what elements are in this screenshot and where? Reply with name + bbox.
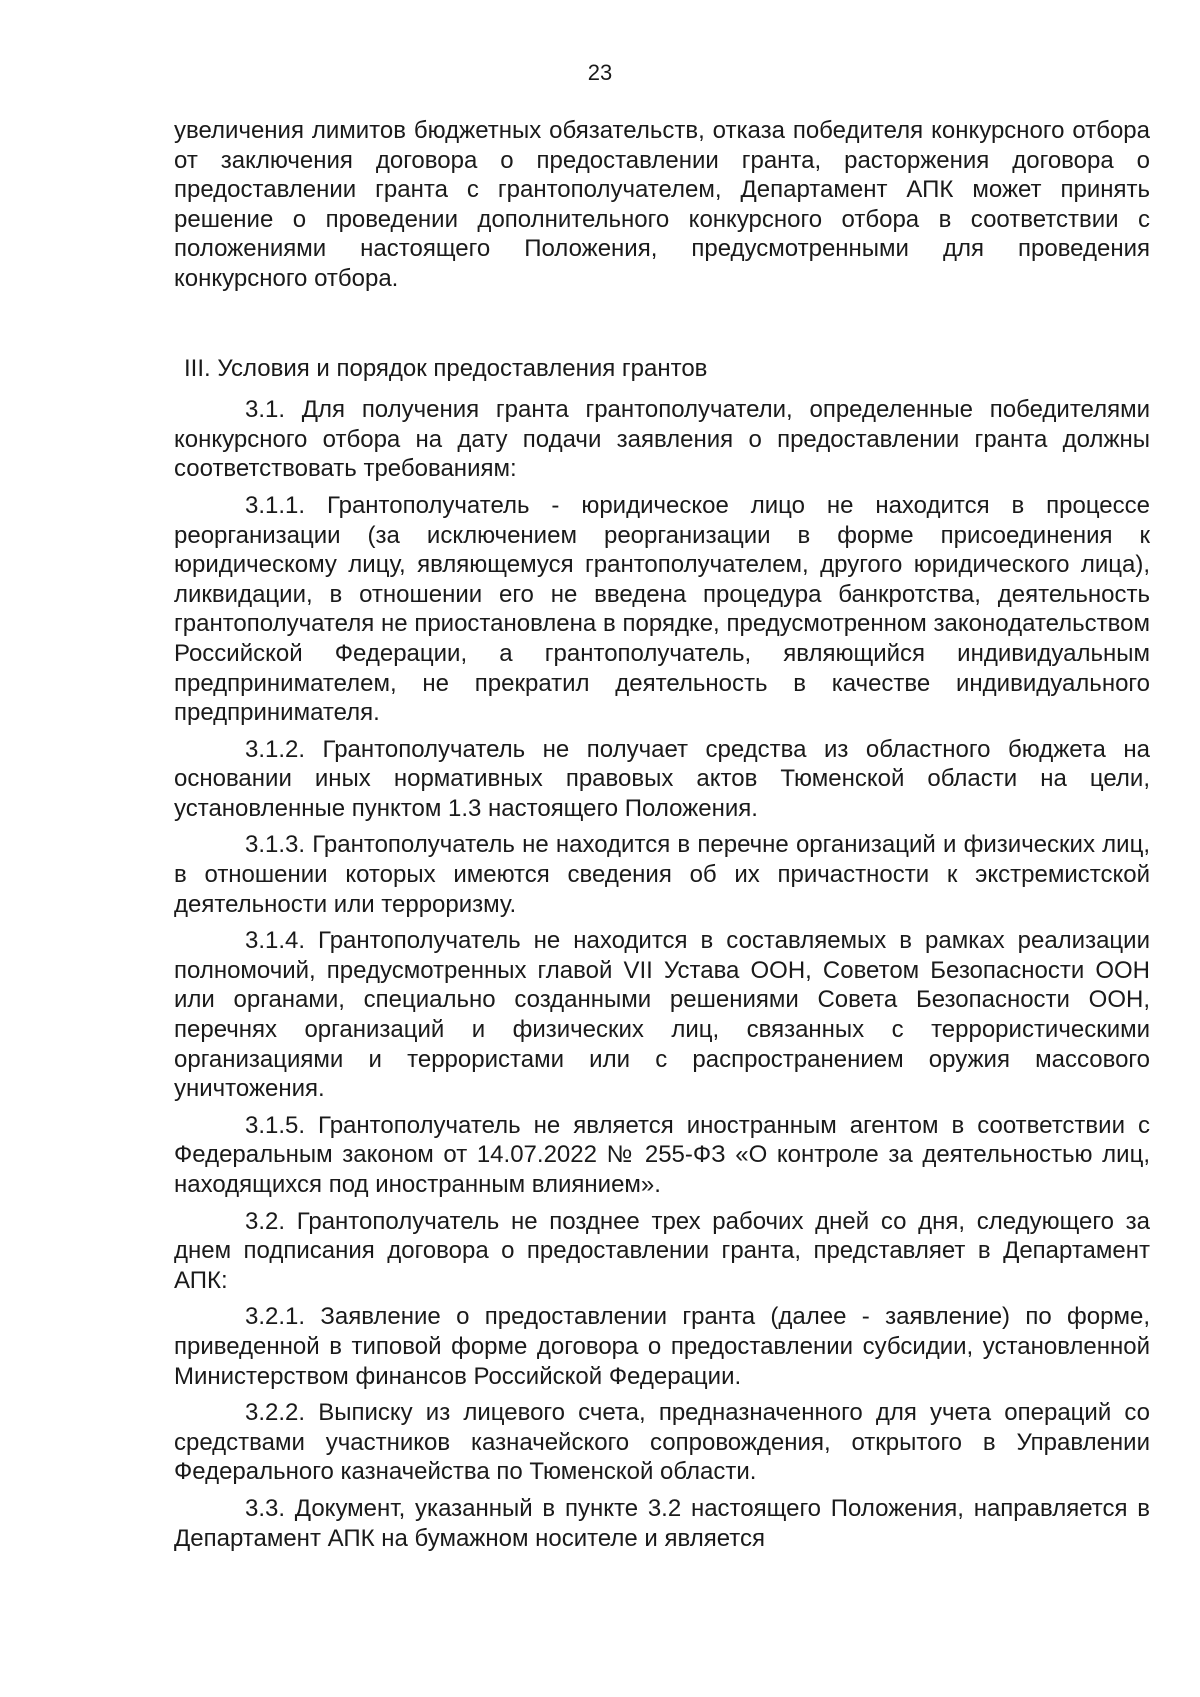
- paragraph-3-2-2: 3.2.2. Выписку из лицевого счета, предназначенного для учета операций со средствами участников казначейского сопровождения, открытого в Управлении Федерального казначейства по Тюменской области.: [174, 1399, 1150, 1486]
- paragraph-3-3: 3.3. Документ, указанный в пункте 3.2 настоящего Положения, направляется в Департамент АПК на бумажном носителе и является: [174, 1494, 1150, 1552]
- paragraph-3-2-1: 3.2.1. Заявление о предоставлении гранта (далее - заявление) по форме, приведенной в типовой форме договора о предоставлении субсидии, установленной Министерством финансов Российской Федерации.: [174, 1303, 1150, 1390]
- paragraph-3-1-5: 3.1.5. Грантополучатель не является иностранным агентом в соответствии с Федеральным законом от 14.07.2022 № 255-ФЗ «О контроле за деятельностью лиц, находящихся под иностранным влиянием».: [174, 1111, 1150, 1198]
- section-heading: III. Условия и порядок предоставления грантов: [184, 354, 708, 382]
- paragraph-3-1: 3.1. Для получения гранта грантополучатели, определенные победителями конкурсного отбора на дату подачи заявления о предоставлении гранта должны соответствовать требованиям:: [174, 396, 1150, 483]
- document-body: [174, 116, 1150, 1553]
- paragraph-3-1-3: 3.1.3. Грантополучатель не находится в перечне организаций и физических лиц, в отношении которых имеются сведения об их причастности к экстремистской деятельности или терроризму.: [174, 831, 1150, 918]
- paragraph-3-1-4: 3.1.4. Грантополучатель не находится в составляемых в рамках реализации полномочий, предусмотренных главой VII Устава ООН, Советом Безопасности ООН или органами, специально созданными решениями Совета Безопасности ООН, перечнях организаций и физических лиц, связанных с террористическими организациями и террористами или с распространением оружия массового уничтожения.: [174, 927, 1150, 1103]
- paragraph-3-1-1: 3.1.1. Грантополучатель - юридическое лицо не находится в процессе реорганизации (за исключением реорганизации в форме присоединения к юридическому лицу, являющемуся грантополучателем, другого юридического лица), ликвидации, в отношении его не введена процедура банкротства, деятельность грантополучателя не приостановлена в порядке, предусмотренном законодательством Российской Федерации, а грантополучатель, являющийся индивидуальным предпринимателем, не прекратил деятельность в качестве индивидуального предпринимателя.: [174, 491, 1150, 727]
- paragraph-continuation: увеличения лимитов бюджетных обязательств, отказа победителя конкурсного отбора от заключения договора о предоставлении гранта, расторжения договора о предоставлении гранта с грантополучателем, Департамент АПК может принять решение о проведении дополнительного конкурсного отбора в соответствии с положениями настоящего Положения, предусмотренными для проведения конкурсного отбора.: [174, 117, 1150, 292]
- paragraph-3-1-2: 3.1.2. Грантополучатель не получает средства из областного бюджета на основании иных нормативных правовых актов Тюменской области на цели, установленные пунктом 1.3 настоящего Положения.: [174, 735, 1150, 822]
- page-number: 23: [587, 60, 613, 85]
- paragraph-3-2: 3.2. Грантополучатель не позднее трех рабочих дней со дня, следующего за днем подписания договора о предоставлении гранта, представляет в Департамент АПК:: [174, 1207, 1150, 1294]
